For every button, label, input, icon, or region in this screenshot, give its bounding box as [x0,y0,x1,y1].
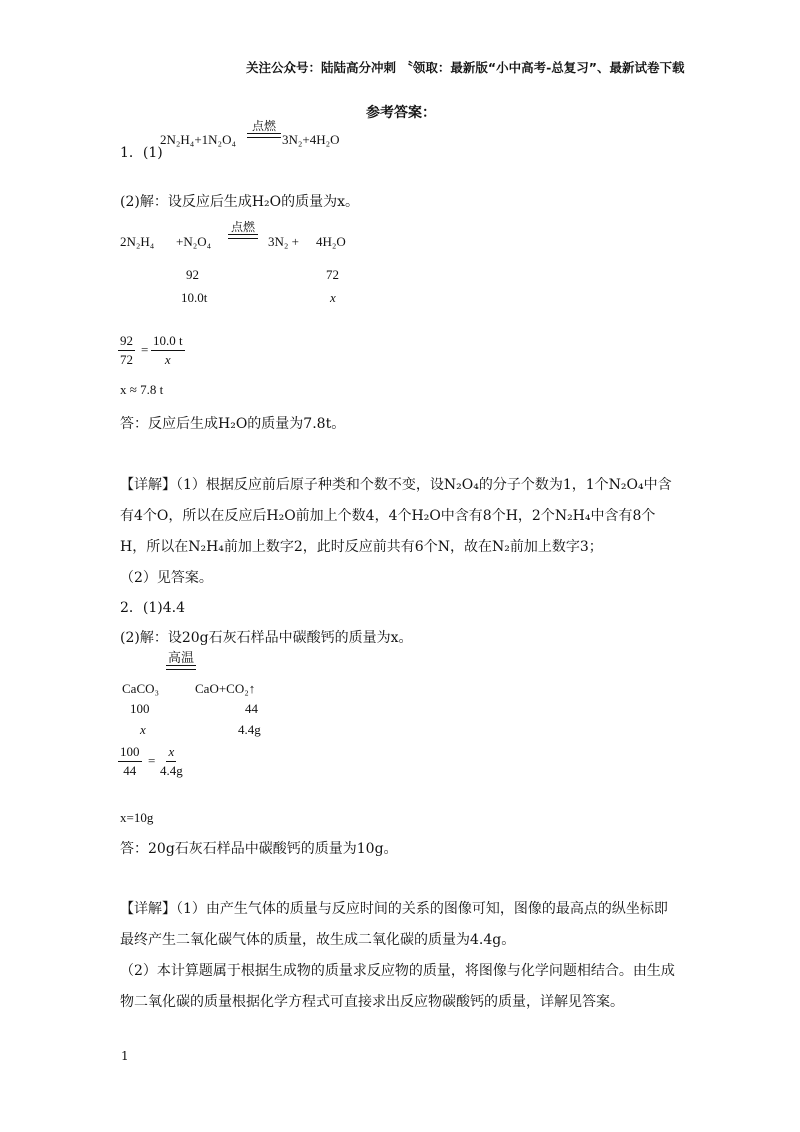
q2-result: x=10g [120,810,154,825]
q2-fraction-right: $\frac{x}{4.4g}$ [160,744,183,778]
q1-eq2-product2: 4H₂O [316,234,346,249]
detail1-line3: H，所以在N₂H₄前加上数字2，此时反应前共有6个N，故在N₂前加上数字3； [120,539,603,555]
q1-reaction-condition: 点燃 [247,120,281,138]
q1-eq2-reactant1: 2N₂H₄ [120,234,155,249]
q1-eq2-product1: 3N₂ + [268,234,300,249]
q2-answer: 答：20g石灰石样品中碳酸钙的质量为10g。 [120,841,398,857]
q2-quantity-right: 4.4g [238,722,261,737]
q2-quantity-left: x [140,722,146,737]
q2-equation-right: CaO+CO₂↑ [195,681,256,696]
q1-part2-intro: (2)解：设反应后生成H₂O的质量为x。 [120,194,360,210]
q1-quantity-right: x [330,290,336,305]
q1-result: x ≈ 7.8 t [120,382,164,397]
page-header: 关注公众号：陆陆高分冲刺 〝领取：最新版“小中高考-总复习”、最新试卷下载 [246,60,685,75]
q1-eq2-reactant2: +N₂O₄ [176,234,212,249]
detail2-line1: 【详解】（1）由产生气体的质量与反应时间的关系的图像可知，图像的最高点的纵坐标即 [120,901,668,917]
q1-label: 1．(1) [120,145,163,161]
detail1-line1: 【详解】（1）根据反应前后原子种类和个数不变，设N₂O₄的分子个数为1，1个N₂O₄中含 [120,477,672,493]
page-title: 参考答案： [366,105,436,121]
q2-equation-left: CaCO₃ [122,681,160,696]
q2-reaction-condition: 高温 [166,652,196,670]
q1-molar-mass-left: 92 [186,267,199,282]
detail1-line4: （2）见答案。 [120,570,213,586]
detail2-line2: 最终产生二氧化碳气体的质量，故生成二氧化碳的质量为4.4g。 [120,932,516,948]
q2-part2-intro: (2)解：设20g石灰石样品中碳酸钙的质量为x。 [120,630,413,646]
q1-molar-mass-right: 72 [326,267,339,282]
detail2-line3: （2）本计算题属于根据生成物的质量求反应物的质量，将图像与化学问题相结合。由生成 [120,963,675,979]
q1-fraction-equals: = [141,342,149,357]
q2-fraction-equals: = [148,753,156,768]
q2-molar-mass-left: 100 [130,701,150,716]
q2-molar-mass-right: 44 [245,701,258,716]
q1-quantity-left: 10.0t [181,290,208,305]
q1-equation-left: 2N₂H₄+1N₂O₄ [160,132,237,147]
q1-fraction-right: $\frac{10.0 t}{x}$ [153,333,183,367]
detail1-line2: 有4个O，所以在反应后H₂O前加上个数4，4个H₂O中含有8个H，2个N₂H₄中含有8个 [120,508,656,524]
page-number: 1 [121,1049,129,1063]
detail2-line4: 物二氧化碳的质量根据化学方程式可直接求出反应物碳酸钙的质量，详解见答案。 [120,994,624,1010]
q1-eq2-condition: 点燃 [228,221,258,239]
q2-label: 2．(1)4.4 [120,600,186,616]
q1-fraction-left: $\frac{92}{72}$ [120,333,133,367]
q2-fraction-left: $\frac{100}{44}$ [120,744,140,778]
q1-answer: 答：反应后生成H₂O的质量为7.8t。 [120,416,346,432]
q1-equation-right: 3N₂+4H₂O [282,132,340,147]
